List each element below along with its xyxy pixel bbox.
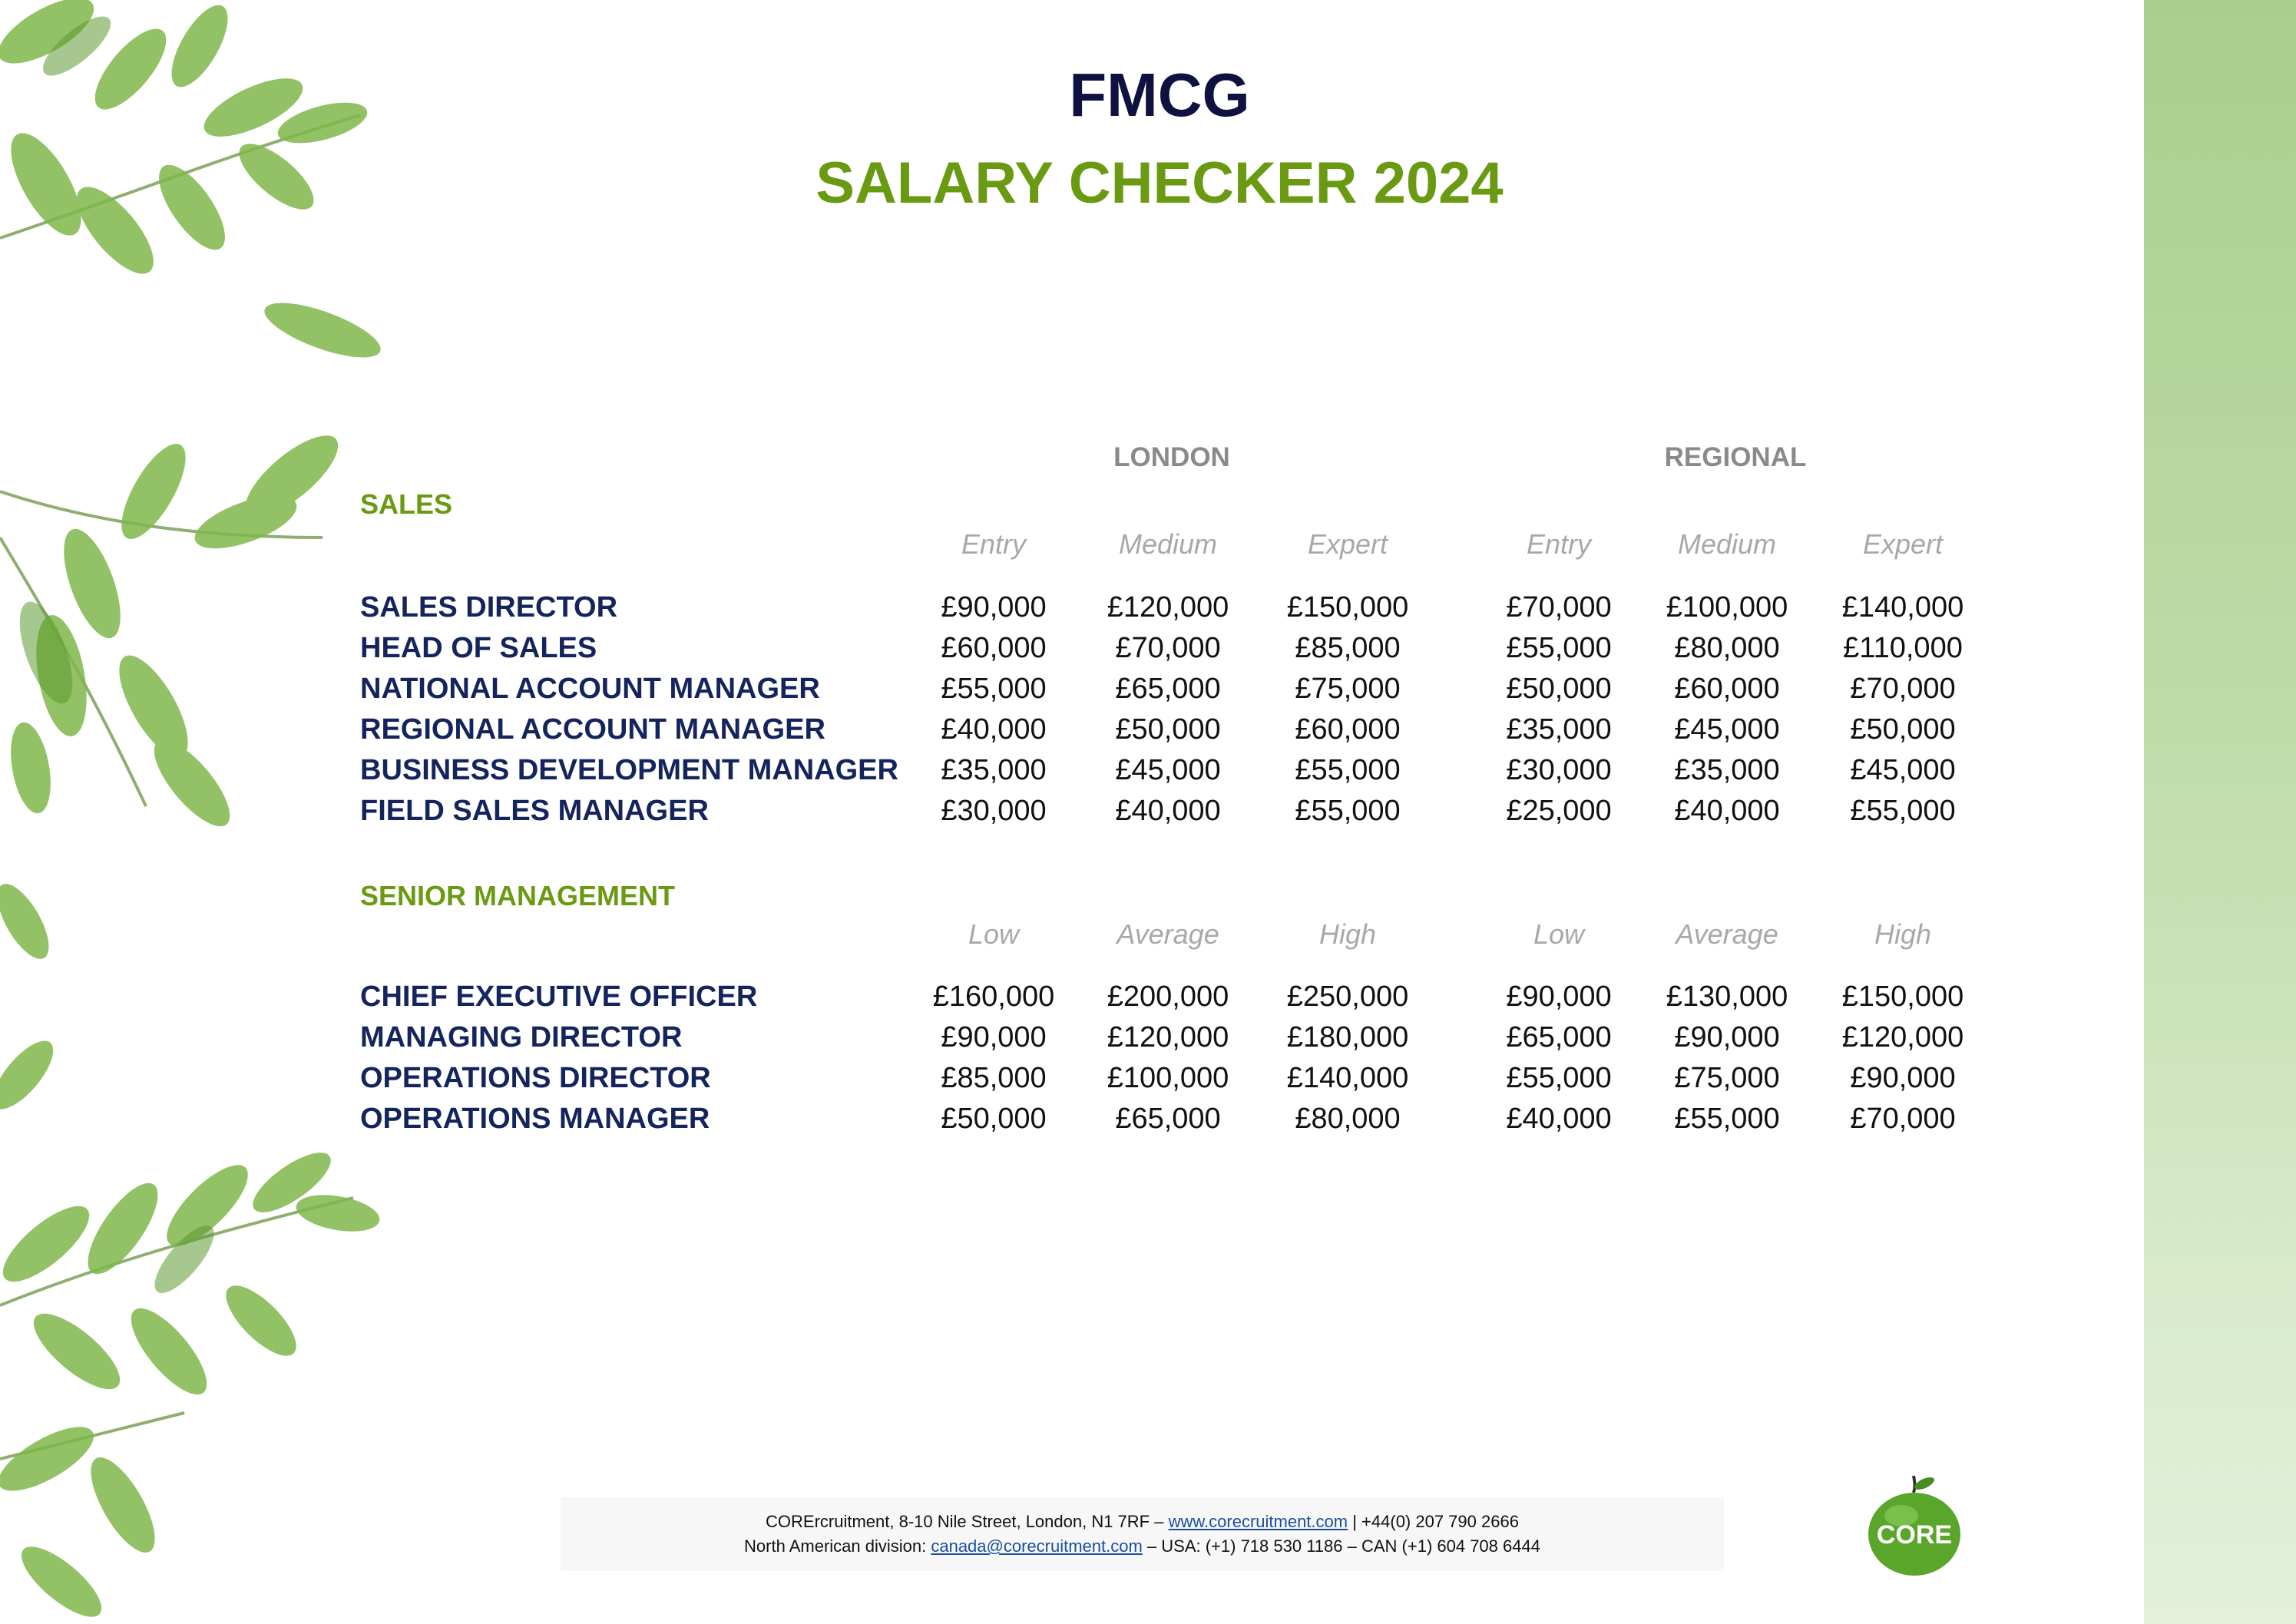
role-label: SALES DIRECTOR — [360, 591, 618, 623]
salary-value: £55,000 — [941, 673, 1047, 705]
salary-value: £40,000 — [1674, 795, 1780, 827]
role-label: OPERATIONS MANAGER — [360, 1103, 710, 1135]
role-label: NATIONAL ACCOUNT MANAGER — [360, 673, 820, 705]
salary-value: £30,000 — [941, 795, 1047, 827]
footer-na-phone-text: – USA: (+1) 718 530 1186 – CAN (+1) 604 708 6444 — [1142, 1536, 1540, 1556]
salary-value: £200,000 — [1107, 981, 1229, 1013]
role-label: MANAGING DIRECTOR — [360, 1021, 683, 1053]
salary-value: £90,000 — [1506, 981, 1612, 1013]
column-header: Entry — [961, 528, 1027, 560]
role-label: CHIEF EXECUTIVE OFFICER — [360, 981, 758, 1013]
salary-value: £65,000 — [1506, 1021, 1612, 1053]
email-link[interactable]: canada@corecruitment.com — [931, 1536, 1143, 1556]
column-header: Average — [1676, 918, 1778, 950]
column-header: Medium — [1118, 528, 1218, 560]
salary-value: £120,000 — [1841, 1021, 1964, 1053]
logo-text: CORE — [1876, 1520, 1953, 1550]
salary-value: £110,000 — [1843, 632, 1963, 664]
footer-phone-text: | +44(0) 207 790 2666 — [1348, 1512, 1519, 1531]
table-row — [0, 754, 2073, 795]
salary-value: £35,000 — [941, 754, 1047, 786]
salary-value: £130,000 — [1666, 981, 1788, 1013]
decorative-sidebar — [2144, 0, 2296, 1624]
table-row — [0, 713, 2073, 755]
page-title: FMCG — [1069, 61, 1250, 129]
salary-value: £45,000 — [1115, 754, 1221, 786]
salary-value: £70,000 — [1850, 1103, 1956, 1135]
column-header: High — [1874, 918, 1932, 950]
footer-contact — [561, 1497, 1724, 1571]
salary-value: £140,000 — [1286, 1062, 1409, 1094]
salary-value: £60,000 — [941, 632, 1047, 664]
salary-value: £150,000 — [1841, 981, 1964, 1013]
column-header: Average — [1117, 918, 1219, 950]
salary-value: £90,000 — [941, 1021, 1047, 1053]
page-subtitle: SALARY CHECKER 2024 — [816, 150, 1504, 216]
salary-value: £45,000 — [1850, 754, 1956, 786]
salary-value: £60,000 — [1674, 673, 1780, 705]
salary-value: £40,000 — [1115, 795, 1221, 827]
salary-value: £55,000 — [1674, 1103, 1780, 1135]
table-row — [0, 632, 2073, 673]
salary-value: £140,000 — [1841, 591, 1964, 623]
salary-value: £55,000 — [1295, 795, 1401, 827]
table-row — [0, 1062, 2073, 1103]
salary-value: £90,000 — [941, 591, 1047, 623]
salary-value: £150,000 — [1286, 591, 1409, 623]
table-row — [0, 1021, 2073, 1063]
column-header: High — [1318, 918, 1377, 950]
column-header: Low — [968, 918, 1020, 950]
salary-value: £80,000 — [1674, 632, 1780, 664]
salary-value: £40,000 — [1506, 1103, 1612, 1135]
role-label: REGIONAL ACCOUNT MANAGER — [360, 713, 825, 746]
salary-value: £35,000 — [1506, 713, 1612, 746]
salary-value: £100,000 — [1666, 591, 1788, 623]
table-row — [0, 795, 2073, 836]
salary-value: £35,000 — [1674, 754, 1780, 786]
salary-value: £85,000 — [941, 1062, 1047, 1094]
salary-value: £160,000 — [932, 981, 1055, 1013]
salary-value: £75,000 — [1674, 1062, 1780, 1094]
salary-value: £80,000 — [1295, 1103, 1401, 1135]
salary-value: £70,000 — [1506, 591, 1612, 623]
salary-value: £25,000 — [1506, 795, 1612, 827]
salary-value: £55,000 — [1506, 1062, 1612, 1094]
role-label: HEAD OF SALES — [360, 632, 597, 664]
apple-logo-icon — [1864, 1468, 1964, 1577]
column-header: Expert — [1307, 528, 1388, 560]
salary-value: £70,000 — [1115, 632, 1221, 664]
table-row — [0, 591, 2073, 633]
salary-value: £65,000 — [1115, 673, 1221, 705]
section-title-senior-management: SENIOR MANAGEMENT — [360, 880, 676, 911]
salary-value: £70,000 — [1850, 673, 1956, 705]
salary-value: £50,000 — [1506, 673, 1612, 705]
column-header: Entry — [1526, 528, 1592, 560]
salary-value: £250,000 — [1286, 981, 1409, 1013]
salary-value: £50,000 — [1850, 713, 1956, 746]
salary-value: £65,000 — [1115, 1103, 1221, 1135]
salary-value: £40,000 — [941, 713, 1047, 746]
table-row — [0, 981, 2073, 1022]
salary-value: £55,000 — [1850, 795, 1956, 827]
salary-value: £55,000 — [1295, 754, 1401, 786]
table-row — [0, 673, 2073, 714]
region-header-london: LONDON — [1113, 442, 1230, 472]
column-header: Medium — [1677, 528, 1777, 560]
salary-value: £120,000 — [1107, 591, 1229, 623]
footer-line-address — [561, 1510, 1724, 1534]
salary-value: £60,000 — [1295, 713, 1401, 746]
section-title-sales: SALES — [360, 488, 453, 520]
column-header: Low — [1533, 918, 1585, 950]
website-link[interactable]: www.corecruitment.com — [1168, 1512, 1348, 1531]
salary-value: £30,000 — [1506, 754, 1612, 786]
table-row — [0, 1103, 2073, 1144]
salary-value: £180,000 — [1286, 1021, 1409, 1053]
salary-value: £90,000 — [1674, 1021, 1780, 1053]
footer-na-text: North American division: — [744, 1536, 931, 1556]
region-header-regional: REGIONAL — [1664, 442, 1807, 472]
role-label: FIELD SALES MANAGER — [360, 795, 709, 827]
salary-value: £55,000 — [1506, 632, 1612, 664]
role-label: OPERATIONS DIRECTOR — [360, 1062, 711, 1094]
salary-value: £45,000 — [1674, 713, 1780, 746]
role-label: BUSINESS DEVELOPMENT MANAGER — [360, 754, 898, 786]
salary-value: £50,000 — [941, 1103, 1047, 1135]
footer-line-north-america — [561, 1534, 1724, 1559]
salary-value: £50,000 — [1115, 713, 1221, 746]
salary-value: £90,000 — [1850, 1062, 1956, 1094]
footer-address-text: CORErcruitment, 8-10 Nile Street, London, N1 7RF – — [766, 1512, 1169, 1531]
salary-value: £75,000 — [1295, 673, 1401, 705]
column-header: Expert — [1862, 528, 1944, 560]
salary-value: £100,000 — [1107, 1062, 1229, 1094]
salary-value: £85,000 — [1295, 632, 1401, 664]
salary-value: £120,000 — [1107, 1021, 1229, 1053]
